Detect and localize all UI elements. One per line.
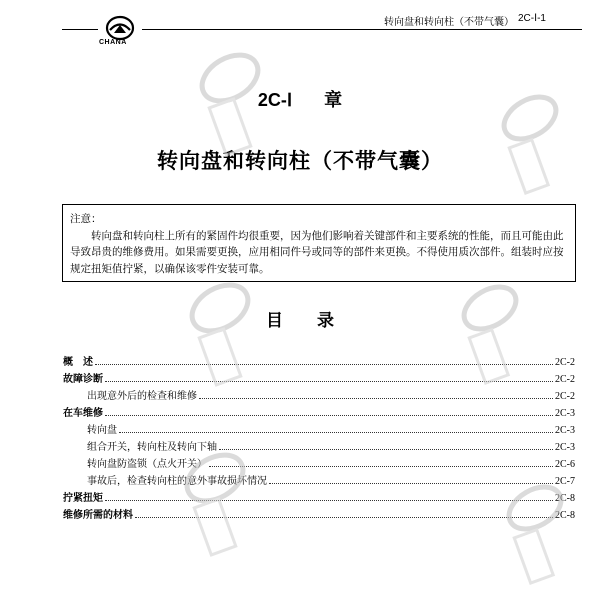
toc-entry-page: 2C-8 [555, 493, 575, 504]
toc-entry[interactable] [63, 436, 575, 453]
chapter-code: 2C-Ⅰ [257, 90, 293, 110]
toc-leader-dots [219, 449, 553, 450]
toc-entry-label: 概 述 [63, 357, 93, 368]
toc-entry-page: 2C-6 [555, 459, 575, 470]
toc-entry-page: 2C-2 [555, 357, 575, 368]
toc-entry-page: 2C-2 [555, 374, 575, 385]
toc-entry-label: 在车维修 [63, 408, 103, 419]
toc-entry-label: 事故后，检查转向柱的意外事故损坏情况 [87, 476, 267, 487]
toc-entry-label: 维修所需的材料 [63, 510, 133, 521]
toc-entry[interactable] [63, 470, 575, 487]
toc-leader-dots [209, 466, 553, 467]
watermark-logo-icon [455, 270, 525, 390]
toc-entry-page: 2C-3 [555, 408, 575, 419]
header-title: 转向盘和转向柱（不带气囊） [384, 17, 514, 28]
toc-entry[interactable] [63, 453, 575, 470]
watermark-logo-icon [185, 270, 255, 390]
toc-leader-dots [105, 415, 553, 416]
chana-logo-icon [98, 15, 142, 41]
logo-text: CHANA [99, 39, 127, 46]
toc-entry[interactable] [63, 487, 575, 504]
watermark-logo-icon [195, 40, 265, 160]
toc-entry-page: 2C-3 [555, 442, 575, 453]
watermark-logo-icon [500, 470, 570, 590]
toc-title: 目 录 [266, 311, 334, 331]
toc-entry-page: 2C-3 [555, 425, 575, 436]
toc-entry-page: 2C-8 [555, 510, 575, 521]
toc-leader-dots [199, 398, 553, 399]
page-title: 转向盘和转向柱（不带气囊） [157, 149, 443, 173]
toc-entry[interactable] [63, 402, 575, 419]
toc-entry[interactable] [63, 504, 575, 521]
note-title: 注意： [70, 213, 102, 225]
chapter-suffix: 章 [324, 90, 343, 110]
toc-entry-label: 拧紧扭矩 [63, 493, 103, 504]
toc-entry-label: 转向盘防盗锁（点火开关） [87, 459, 207, 470]
toc-entry-label: 故障诊断 [63, 374, 103, 385]
watermark-logo-icon [495, 80, 565, 200]
note-body: 转向盘和转向柱上所有的紧固件均很重要，因为他们影响着关键部件和主要系统的性能，而且可能由此导致昂贵的维修费用。如果需要更换，应用相同件号或同等的部件来更换。不得使用质次部件。组装时应按规定扭矩值拧紧，以确保该零件安装可靠。 [70, 229, 564, 275]
toc-entry[interactable] [63, 419, 575, 436]
toc-leader-dots [119, 432, 553, 433]
toc-leader-dots [105, 500, 553, 501]
header-page-number: 2C-Ⅰ-1 [518, 13, 546, 24]
toc-entry-page: 2C-2 [555, 391, 575, 402]
watermark-logo-icon [180, 440, 250, 560]
toc-entry-label: 出现意外后的检查和维修 [87, 391, 197, 402]
toc-entry-label: 组合开关，转向柱及转向下轴 [87, 442, 217, 453]
toc-entry-page: 2C-7 [555, 476, 575, 487]
toc-entry-label: 转向盘 [87, 425, 117, 436]
